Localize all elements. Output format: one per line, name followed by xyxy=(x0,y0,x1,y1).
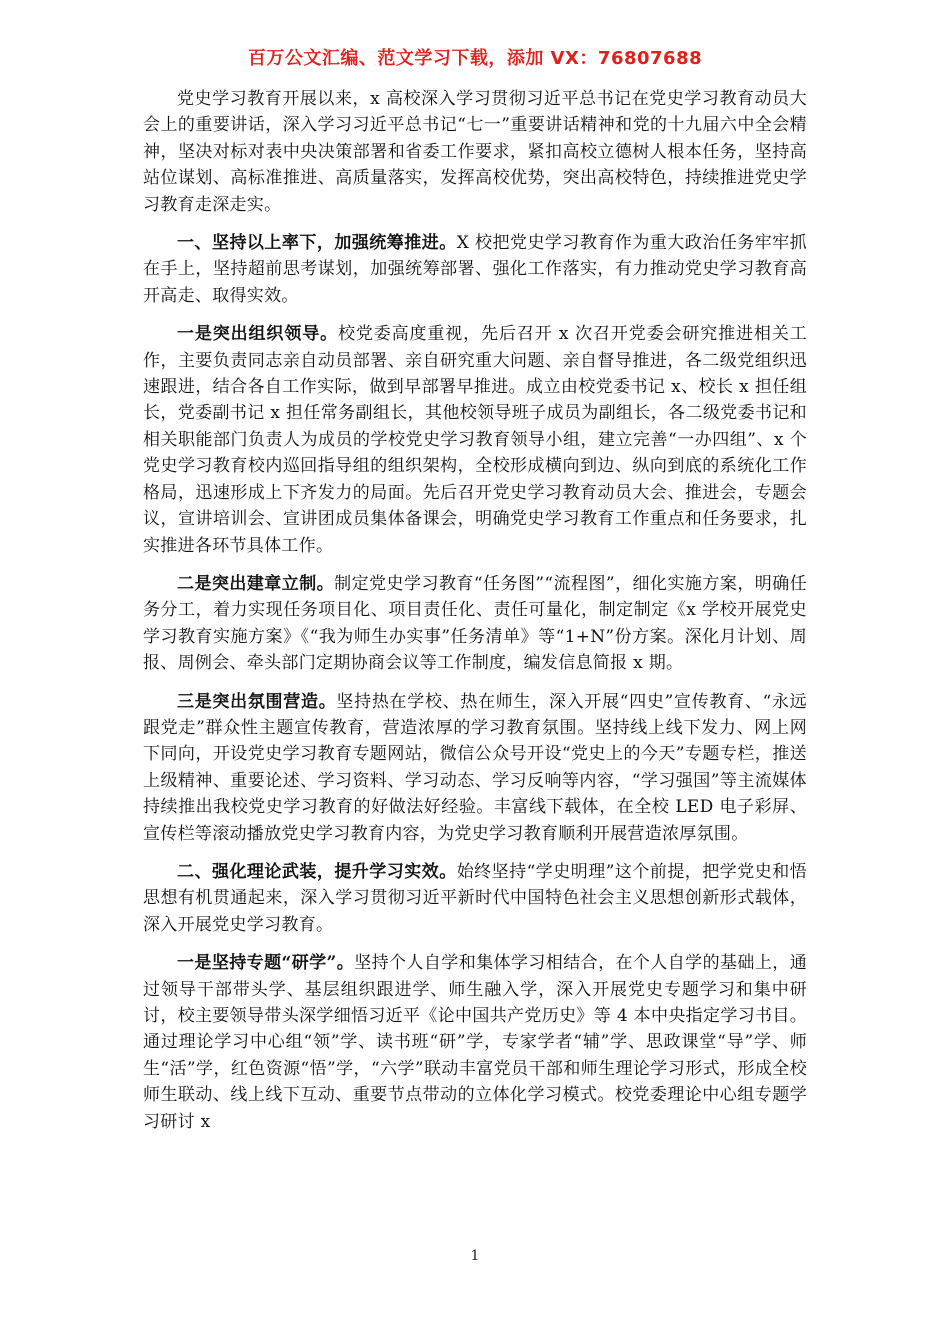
paragraph-lead: 二、强化理论武装，提升学习实效。 xyxy=(177,861,457,882)
paragraph-text: 党史学习教育开展以来，x 高校深入学习贯彻习近平总书记在党史学习教育动员大会上的重要讲话，深入学习习近平总书记“七一”重要讲话精神和党的十九届六中全会精神，坚决对标对表中央决策部署和省委工作要求，紧扣高校立德树人根本任务，坚持高站位谋划、高标准推进、高质量落实，发挥高校优势，突出高校特色，持续推进党史学习教育走深走实。 xyxy=(143,89,807,215)
paragraph-text: 坚持热在学校、热在师生，深入开展“四史”宣传教育、“永远跟党走”群众性主题宣传教育，营造浓厚的学习教育氛围。坚持线上线下发力、网上网下同向，开设党史学习教育专题网站，微信公众号开设“党史上的今天”专题专栏，推送上级精神、重要论述、学习资料、学习动态、学习反响等内容，“学习强国”等主流媒体持续推出我校党史学习教育的好做法好经验。丰富线下载体，在全校 LED 电子彩屏、宣传栏等滚动播放党史学习教育内容，为党史学习教育顺利开展营造浓厚氛围。 xyxy=(143,691,807,844)
paragraph-text: 校党委高度重视，先后召开 x 次召开党委会研究推进相关工作，主要负责同志亲自动员部署、亲自研究重大问题、亲自督导推进，各二级党组织迅速跟进，结合各自工作实际，做到早部署早推进。成立由校党委书记 x、校长 x 担任组长，党委副书记 x 担任常务副组长，其他校领导班子成员为副组长，各二级党委书记和相关职能部门负责人为成员的学校党史学习教育领导小组，建立完善“一办四组”、x 个党史学习教育校内巡回指导组的组织架构，全校形成横向到边、纵向到底的系统化工作格局，迅速形成上下齐发力的局面。先后召开党史学习教育动员大会、推进会，专题会议，宣讲培训会、宣讲团成员集体备课会，明确党史学习教育工作重点和任务要求，扎实推进各环节具体工作。 xyxy=(143,324,808,556)
paragraph-lead: 一是突出组织领导。 xyxy=(177,324,338,345)
paragraph-lead: 三是突出氛围营造。 xyxy=(177,691,337,712)
paragraph-text: 制定党史学习教育“任务图”“流程图”，细化实施方案，明确任务分工，着力实现任务项目化、项目责任化、责任可量化，制定制定《x 学校开展党史学习教育实施方案》《“我为师生办实事”任务清单》等“1+N”份方案。深化月计划、周报、周例会、牵头部门定期协商会议等工作制度，编发信息简报 x 期。 xyxy=(143,573,808,674)
paragraph-section-1-item-1 xyxy=(143,321,807,559)
page-number: 1 xyxy=(470,1248,480,1264)
paragraph-lead: 一、坚持以上率下，加强统筹推进。 xyxy=(177,233,457,254)
paragraph-section-1-item-2 xyxy=(143,571,807,677)
paragraph-section-1 xyxy=(143,230,807,309)
header-banner: 百万公文汇编、范文学习下载，添加 VX：76807688 xyxy=(247,48,703,69)
paragraph-section-2 xyxy=(143,859,807,938)
paragraph-lead: 二是突出建章立制。 xyxy=(177,573,335,594)
paragraph-lead: 一是坚持专题“研学”。 xyxy=(177,953,355,974)
paragraph-section-1-item-3 xyxy=(143,689,807,847)
paragraph-text: 始终坚持“学史明理”这个前提，把学党史和悟思想有机贯通起来，深入学习贯彻习近平新时代中国特色社会主义思想创新形式载体，深入开展党史学习教育。 xyxy=(143,861,807,935)
paragraph-section-2-item-1 xyxy=(143,950,807,1135)
paragraph-text: X 校把党史学习教育作为重大政治任务牢牢抓在手上，坚持超前思考谋划，加强统筹部署、强化工作落实，有力推动党史学习教育高开高走、取得实效。 xyxy=(143,233,807,306)
document-body xyxy=(143,86,807,1147)
paragraph-intro xyxy=(143,86,807,218)
paragraph-text: 坚持个人自学和集体学习相结合，在个人自学的基础上，通过领导干部带头学、基层组织跟进学、师生融入学，深入开展党史专题学习和集中研讨，校主要领导带头深学细悟习近平《论中国共产党历史》等 4 本中央指定学习书目。通过理论学习中心组“领”学、读书班“研”学，专家学者“辅”学、思政课堂“导”学、师生“活”学，红色资源“悟”学，“六学”联动丰富党员干部和师生理论学习形式，形成全校师生联动、线上线下互动、重要节点带动的立体化学习模式。校党委理论中心组专题学习研讨 x xyxy=(143,953,807,1132)
